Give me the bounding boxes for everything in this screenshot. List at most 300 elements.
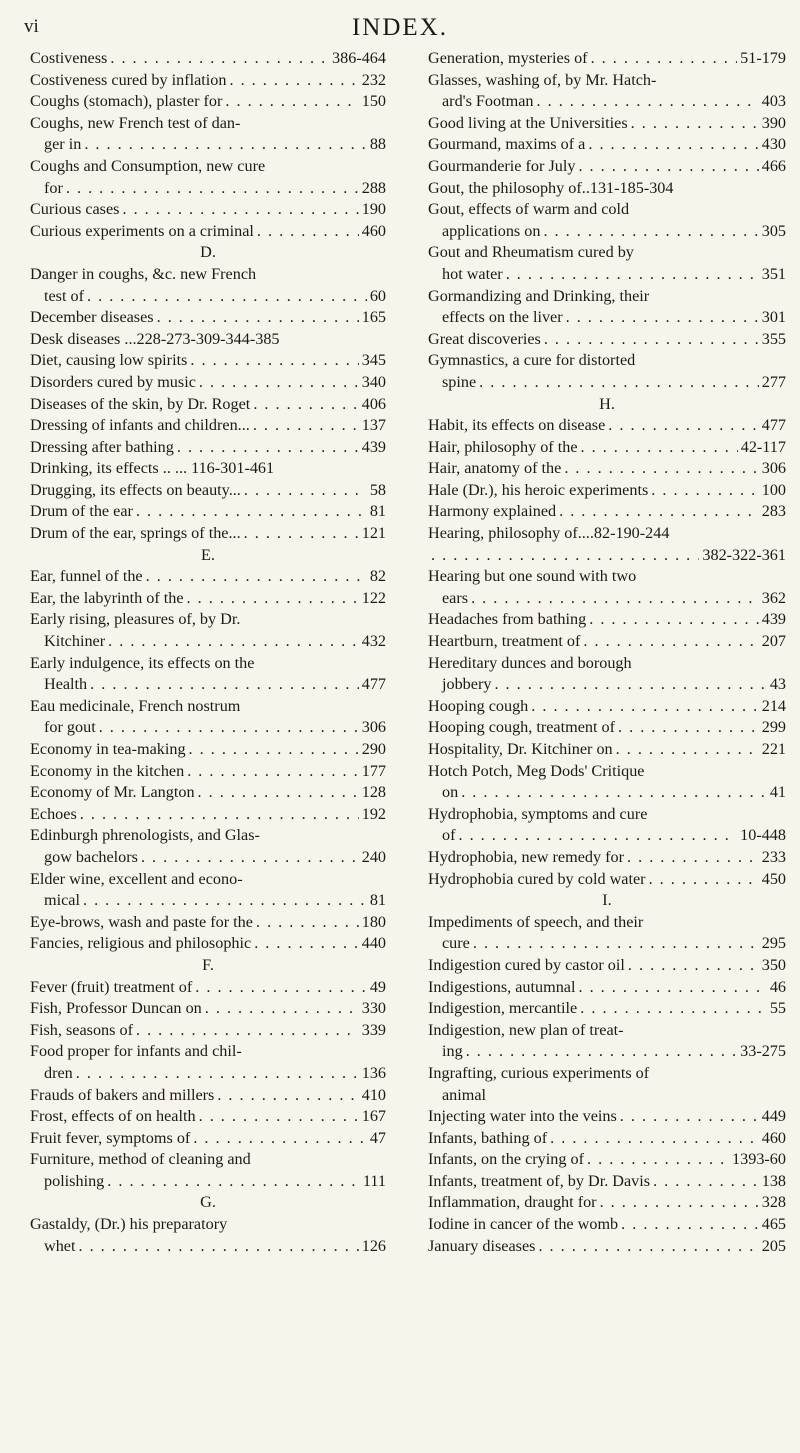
index-entry bbox=[428, 955, 786, 977]
index-entry bbox=[428, 717, 786, 739]
index-entry-text: Economy of Mr. Langton bbox=[30, 783, 195, 802]
index-entry-text: ing bbox=[442, 1042, 463, 1061]
index-entry-pages: 81 bbox=[369, 502, 386, 521]
index-entry-pages: 150 bbox=[361, 92, 386, 111]
index-entry-text: Drugging, its effects on beauty... bbox=[30, 480, 241, 499]
index-entry bbox=[428, 156, 786, 178]
index-entry-pages: 122 bbox=[361, 588, 386, 607]
dot-leader bbox=[141, 847, 359, 869]
dot-leader bbox=[461, 782, 767, 804]
index-entry-pages: 136 bbox=[361, 1063, 386, 1082]
index-entry-text: Indigestion, mercantile bbox=[428, 999, 578, 1018]
dot-leader bbox=[136, 1020, 359, 1042]
dot-leader bbox=[506, 264, 759, 286]
dot-leader bbox=[627, 847, 759, 869]
dot-leader bbox=[431, 545, 699, 567]
dot-leader bbox=[225, 91, 358, 113]
index-entry bbox=[30, 415, 386, 437]
dot-leader bbox=[80, 804, 359, 826]
dot-leader bbox=[651, 480, 758, 502]
index-entry-text: Curious cases bbox=[30, 200, 120, 219]
dot-leader bbox=[479, 372, 759, 394]
dot-leader bbox=[253, 394, 358, 416]
index-entry-text: Hearing, philosophy of....82-190-244 bbox=[428, 524, 670, 543]
index-entry-pages: 355 bbox=[761, 329, 786, 348]
index-entry bbox=[428, 653, 786, 696]
index-entry bbox=[428, 437, 786, 459]
index-entry-text: Indigestion, new plan of treat- bbox=[428, 1020, 624, 1039]
dot-leader bbox=[494, 674, 766, 696]
index-entry-pages: 439 bbox=[761, 610, 786, 629]
index-entry bbox=[30, 350, 386, 372]
index-entry-pages: 233 bbox=[761, 847, 786, 866]
index-entry-text: Early indulgence, its effects on the bbox=[30, 653, 255, 672]
index-entry bbox=[30, 329, 386, 351]
index-entry-pages: 167 bbox=[361, 1107, 386, 1126]
index-entry-text: Eye-brows, wash and paste for the bbox=[30, 912, 253, 931]
dot-leader bbox=[591, 48, 738, 70]
dot-leader bbox=[122, 199, 358, 221]
dot-leader bbox=[620, 1106, 759, 1128]
index-entry-pages: 440 bbox=[361, 934, 386, 953]
dot-leader bbox=[543, 221, 758, 243]
index-entry-pages: 165 bbox=[361, 308, 386, 327]
dot-leader bbox=[177, 437, 359, 459]
index-entry bbox=[428, 545, 786, 567]
index-entry bbox=[30, 1128, 386, 1150]
dot-leader bbox=[84, 134, 367, 156]
index-entry-pages: 88 bbox=[369, 135, 386, 154]
index-entry-text: ard's Footman bbox=[442, 92, 534, 111]
index-entry-text: Hooping cough bbox=[428, 696, 529, 715]
dot-leader bbox=[199, 372, 359, 394]
index-entry-pages: 214 bbox=[761, 696, 786, 715]
index-entry-text: Fancies, religious and philosophic bbox=[30, 934, 252, 953]
dot-leader bbox=[189, 739, 359, 761]
index-entry bbox=[30, 156, 386, 199]
index-entry-pages: 10-448 bbox=[740, 826, 786, 845]
index-entry-text: Hooping cough, treatment of bbox=[428, 718, 616, 737]
index-entry bbox=[30, 48, 386, 70]
dot-leader bbox=[157, 307, 359, 329]
index-entry-text: Hair, philosophy of the bbox=[428, 437, 578, 456]
index-entry bbox=[428, 113, 786, 135]
index-entry-text: hot water bbox=[442, 264, 503, 283]
index-entry-text: Gastaldy, (Dr.) his preparatory bbox=[30, 1215, 228, 1234]
index-entry-pages: 81 bbox=[369, 891, 386, 910]
index-entry-text: Diet, causing low spirits bbox=[30, 351, 188, 370]
index-entry-pages: 111 bbox=[362, 1171, 386, 1190]
index-entry-text: test of bbox=[44, 286, 85, 305]
index-entry-text: Economy in the kitchen bbox=[30, 761, 185, 780]
dot-leader bbox=[531, 696, 758, 718]
index-entry-text: Diseases of the skin, by Dr. Roget bbox=[30, 394, 251, 413]
index-entry bbox=[30, 1085, 386, 1107]
dot-leader bbox=[583, 631, 758, 653]
dot-leader bbox=[581, 437, 738, 459]
index-entry-text: Coughs, new French test of dan- bbox=[30, 113, 241, 132]
index-entry-text: whet bbox=[44, 1236, 76, 1255]
index-entry-text: Harmony explained bbox=[428, 502, 557, 521]
index-entry-pages: 100 bbox=[761, 480, 786, 499]
index-entry-pages: 1393-60 bbox=[732, 1150, 786, 1169]
dot-leader bbox=[618, 717, 759, 739]
index-entry bbox=[30, 458, 386, 480]
index-entry-text: ears bbox=[442, 588, 469, 607]
dot-leader bbox=[608, 415, 758, 437]
dot-leader bbox=[649, 869, 759, 891]
index-entry bbox=[30, 307, 386, 329]
index-entry-text: gow bachelors bbox=[44, 847, 138, 866]
index-entry-pages: 49 bbox=[369, 977, 386, 996]
dot-leader bbox=[564, 458, 758, 480]
index-entry bbox=[30, 437, 386, 459]
index-entry bbox=[428, 350, 786, 393]
index-entry bbox=[428, 739, 786, 761]
index-entry-text: Hospitality, Dr. Kitchiner on bbox=[428, 740, 613, 758]
index-entry bbox=[428, 696, 786, 718]
index-entry-text: Echoes bbox=[30, 804, 77, 823]
index-entry bbox=[30, 825, 386, 868]
index-entry-text: Gout, effects of warm and cold bbox=[428, 200, 630, 219]
index-entry-text: cure bbox=[442, 934, 470, 953]
index-entry-text: on bbox=[442, 783, 459, 802]
index-entry-text: Dressing after bathing bbox=[30, 437, 174, 456]
dot-leader bbox=[578, 977, 766, 999]
dot-leader bbox=[205, 998, 359, 1020]
index-entry bbox=[30, 1149, 386, 1192]
index-entry-text: Gourmand, maxims of a bbox=[428, 135, 586, 154]
dot-leader bbox=[253, 415, 359, 437]
index-entry-text: Desk diseases ...228-273-309-344-385 bbox=[30, 329, 280, 348]
index-entry-text: Infants, on the crying of bbox=[428, 1150, 584, 1169]
index-entry-pages: 301 bbox=[761, 308, 786, 327]
index-entry bbox=[428, 48, 786, 70]
index-entry bbox=[30, 588, 386, 610]
dot-leader bbox=[193, 1128, 367, 1150]
index-entry-pages: 82 bbox=[369, 567, 386, 586]
index-entry bbox=[428, 631, 786, 653]
dot-leader bbox=[244, 480, 367, 502]
index-entry bbox=[428, 1128, 786, 1150]
index-letter-heading: I. bbox=[602, 891, 612, 910]
index-entry bbox=[30, 221, 386, 243]
dot-leader bbox=[471, 588, 759, 610]
index-letter-heading: G. bbox=[200, 1193, 216, 1212]
index-entry-text: Good living at the Universities bbox=[428, 113, 628, 132]
index-entry bbox=[428, 329, 786, 351]
index-entry bbox=[30, 264, 386, 307]
index-entry-pages: 290 bbox=[361, 740, 386, 758]
index-entry-text: Headaches from bathing bbox=[428, 610, 587, 629]
dot-leader bbox=[580, 998, 767, 1020]
index-entry bbox=[30, 933, 386, 955]
index-entry-pages: 386-464 bbox=[332, 49, 386, 67]
index-entry-pages: 460 bbox=[361, 221, 386, 240]
index-entry bbox=[428, 1214, 786, 1236]
page-header bbox=[24, 14, 776, 42]
index-entry-pages: 477 bbox=[361, 675, 386, 694]
index-entry-text: animal bbox=[442, 1085, 487, 1104]
index-entry-text: Ear, funnel of the bbox=[30, 567, 143, 586]
index-entry-text: of bbox=[442, 826, 456, 845]
index-entry-text: mical bbox=[44, 891, 80, 910]
index-entry-text: spine bbox=[442, 372, 477, 391]
index-entry-text: Food proper for infants and chil- bbox=[30, 1042, 242, 1061]
dot-leader bbox=[587, 1149, 729, 1171]
dot-leader bbox=[578, 156, 758, 178]
index-entry-text: dren bbox=[44, 1063, 73, 1082]
index-entry-pages: 41 bbox=[769, 783, 786, 802]
dot-leader bbox=[187, 588, 359, 610]
index-entry bbox=[428, 1236, 786, 1258]
index-entry-pages: 46 bbox=[769, 977, 786, 996]
index-entry-pages: 192 bbox=[361, 804, 386, 823]
dot-leader bbox=[631, 113, 759, 135]
index-entry bbox=[30, 804, 386, 826]
index-entry-pages: 126 bbox=[361, 1236, 386, 1255]
index-entry bbox=[428, 415, 786, 437]
index-entry bbox=[428, 1149, 786, 1171]
dot-leader bbox=[458, 825, 737, 847]
index-entry bbox=[30, 394, 386, 416]
index-entry-text: Ear, the labyrinth of the bbox=[30, 588, 184, 607]
index-entry-text: January diseases bbox=[428, 1236, 536, 1255]
dot-leader bbox=[621, 1214, 759, 1236]
index-entry bbox=[428, 1106, 786, 1128]
index-entry bbox=[428, 1192, 786, 1214]
index-entry-pages: 55 bbox=[769, 999, 786, 1018]
dot-leader bbox=[76, 1063, 359, 1085]
index-entry bbox=[428, 998, 786, 1020]
index-entry bbox=[30, 199, 386, 221]
index-entry-pages: 306 bbox=[361, 718, 386, 737]
index-entry-text: Glasses, washing of, by Mr. Hatch- bbox=[428, 70, 657, 89]
dot-leader bbox=[108, 631, 359, 653]
dot-leader bbox=[550, 1128, 759, 1150]
index-entry-text: Edinburgh phrenologists, and Glas- bbox=[30, 826, 260, 845]
index-entry-text: ger in bbox=[44, 135, 82, 154]
index-entry-text: Infants, bathing of bbox=[428, 1128, 548, 1147]
index-entry-pages: 306 bbox=[761, 459, 786, 478]
index-entry-text: jobbery bbox=[442, 675, 492, 694]
index-entry bbox=[428, 804, 786, 847]
index-entry-pages: 51-179 bbox=[740, 49, 786, 67]
index-entry-text: Fish, Professor Duncan on bbox=[30, 999, 202, 1018]
index-entry-text: Dressing of infants and children... bbox=[30, 416, 250, 435]
index-entry bbox=[428, 609, 786, 631]
index-entry-text: Heartburn, treatment of bbox=[428, 632, 581, 651]
index-entry-pages: 33-275 bbox=[740, 1042, 786, 1061]
index-entry bbox=[428, 70, 786, 113]
dot-leader bbox=[473, 933, 759, 955]
index-entry-text: polishing bbox=[44, 1171, 105, 1190]
index-entry bbox=[30, 372, 386, 394]
index-entry-pages: 430 bbox=[761, 135, 786, 154]
index-entry bbox=[428, 458, 786, 480]
index-entry-pages: 138 bbox=[761, 1171, 786, 1190]
dot-leader bbox=[66, 178, 359, 200]
index-entry-pages: 58 bbox=[369, 480, 386, 499]
dot-leader bbox=[198, 782, 359, 804]
index-entry-pages: 362 bbox=[761, 588, 786, 607]
index-entry-text: Hale (Dr.), his heroic experiments bbox=[428, 480, 649, 499]
dot-leader bbox=[136, 501, 367, 523]
index-entry bbox=[30, 91, 386, 113]
dot-leader bbox=[90, 674, 359, 696]
index-entry-text: Hereditary dunces and borough bbox=[428, 653, 632, 672]
index-entry bbox=[428, 1063, 786, 1106]
index-entry-pages: 351 bbox=[761, 264, 786, 283]
dot-leader bbox=[616, 739, 759, 761]
index-entry-text: Early rising, pleasures of, by Dr. bbox=[30, 610, 241, 629]
index-entry-pages: 43 bbox=[769, 675, 786, 694]
index-entry-text: Infants, treatment of, by Dr. Davis bbox=[428, 1171, 651, 1190]
index-entry bbox=[428, 480, 786, 502]
index-letter-heading: F. bbox=[202, 955, 214, 974]
index-entry-pages: 339 bbox=[361, 1020, 386, 1039]
index-column-left bbox=[30, 48, 386, 1257]
index-entry-pages: 121 bbox=[361, 524, 386, 543]
index-entry bbox=[428, 869, 786, 891]
index-entry-text: Fish, seasons of bbox=[30, 1020, 133, 1039]
index-entry bbox=[428, 178, 786, 200]
dot-leader bbox=[600, 1192, 759, 1214]
index-entry-text: Elder wine, excellent and econo- bbox=[30, 869, 243, 888]
index-entry-text: Iodine in cancer of the womb bbox=[428, 1215, 619, 1234]
index-entry-pages: 330 bbox=[361, 999, 386, 1018]
index-entry bbox=[428, 761, 786, 804]
dot-leader bbox=[229, 70, 358, 92]
index-entry-pages: 345 bbox=[361, 351, 386, 370]
index-entry bbox=[30, 739, 386, 761]
dot-leader bbox=[99, 717, 359, 739]
index-entry bbox=[30, 523, 386, 545]
index-entry-pages: 390 bbox=[761, 113, 786, 132]
index-entry-text: December diseases bbox=[30, 308, 154, 327]
dot-leader bbox=[195, 977, 367, 999]
index-letter-heading: E. bbox=[201, 545, 215, 564]
index-entry-text: Danger in coughs, &c. new French bbox=[30, 264, 257, 283]
index-entry-text: Indigestions, autumnal bbox=[428, 977, 576, 996]
index-entry-text: for bbox=[44, 178, 63, 197]
index-entry-text: Kitchiner bbox=[44, 632, 106, 651]
index-entry-pages: 465 bbox=[761, 1215, 786, 1234]
index-entry-text: effects on the liver bbox=[442, 308, 563, 327]
index-entry-text: Fruit fever, symptoms of bbox=[30, 1128, 191, 1147]
index-entry bbox=[428, 1171, 786, 1193]
index-entry-pages: 295 bbox=[761, 934, 786, 953]
dot-leader bbox=[110, 48, 329, 70]
index-entry-text: Coughs (stomach), plaster for bbox=[30, 92, 223, 111]
index-entry-pages: 449 bbox=[761, 1107, 786, 1126]
dot-leader bbox=[146, 566, 367, 588]
index-entry-text: applications on bbox=[442, 221, 541, 240]
index-entry-text: Coughs and Consumption, new cure bbox=[30, 156, 266, 175]
index-entry bbox=[428, 1020, 786, 1063]
index-entry-text: Drum of the ear, springs of the... bbox=[30, 524, 241, 543]
index-entry-pages: 288 bbox=[361, 178, 386, 197]
dot-leader bbox=[107, 1171, 360, 1193]
index-entry-pages: 283 bbox=[761, 502, 786, 521]
index-entry-pages: 382-322-361 bbox=[702, 545, 786, 564]
index-entry-text: Gout, the philosophy of..131-185-304 bbox=[428, 178, 674, 197]
dot-leader bbox=[83, 890, 367, 912]
index-entry-pages: 232 bbox=[361, 70, 386, 89]
index-entry-pages: 47 bbox=[369, 1128, 386, 1147]
index-entry bbox=[30, 1041, 386, 1084]
index-entry-text: Indigestion cured by castor oil bbox=[428, 955, 625, 974]
index-entry-pages: 180 bbox=[361, 912, 386, 931]
index-letter-heading: H. bbox=[599, 394, 615, 413]
index-entry bbox=[30, 609, 386, 652]
index-entry-pages: 406 bbox=[361, 394, 386, 413]
dot-leader bbox=[244, 523, 359, 545]
index-entry-pages: 350 bbox=[761, 955, 786, 974]
index-entry-pages: 240 bbox=[361, 847, 386, 866]
index-entry-text: Impediments of speech, and their bbox=[428, 912, 644, 931]
dot-leader bbox=[588, 134, 758, 156]
index-entry-pages: 328 bbox=[761, 1193, 786, 1212]
index-entry bbox=[428, 977, 786, 999]
index-entry-text: Economy in tea-making bbox=[30, 740, 186, 758]
dot-leader bbox=[589, 609, 759, 631]
index-entry-text: Ingrafting, curious experiments of bbox=[428, 1063, 650, 1082]
index-entry-pages: 403 bbox=[761, 92, 786, 111]
index-entry bbox=[428, 566, 786, 609]
dot-leader bbox=[566, 307, 759, 329]
index-entry-text: Frauds of bakers and millers bbox=[30, 1085, 215, 1104]
dot-leader bbox=[254, 933, 359, 955]
index-entry-text: Hydrophobia, new remedy for bbox=[428, 847, 624, 866]
index-entry bbox=[30, 1106, 386, 1128]
dot-leader bbox=[653, 1171, 759, 1193]
index-entry bbox=[428, 134, 786, 156]
page-number: vi bbox=[24, 16, 39, 37]
index-entry-pages: 305 bbox=[761, 221, 786, 240]
index-entry bbox=[428, 912, 786, 955]
dot-leader bbox=[87, 286, 367, 308]
index-entry bbox=[428, 847, 786, 869]
index-entry-text: Curious experiments on a criminal bbox=[30, 221, 254, 240]
index-entry-text: Furniture, method of cleaning and bbox=[30, 1150, 251, 1169]
dot-leader bbox=[544, 329, 759, 351]
index-entry-pages: 177 bbox=[361, 761, 386, 780]
index-entry-text: Hearing but one sound with two bbox=[428, 567, 637, 586]
index-entry bbox=[30, 113, 386, 156]
index-entry-text: Costiveness cured by inflation bbox=[30, 70, 227, 89]
index-entry bbox=[30, 782, 386, 804]
index-entry-pages: 221 bbox=[761, 740, 786, 758]
index-entry-pages: 439 bbox=[361, 437, 386, 456]
index-entry bbox=[30, 566, 386, 588]
index-entry bbox=[428, 286, 786, 329]
index-entry bbox=[428, 501, 786, 523]
index-entry-pages: 299 bbox=[761, 718, 786, 737]
dot-leader bbox=[199, 1106, 359, 1128]
index-entry-text: Fever (fruit) treatment of bbox=[30, 977, 193, 996]
index-entry-text: Great discoveries bbox=[428, 329, 541, 348]
index-entry bbox=[30, 761, 386, 783]
index-entry-text: for gout bbox=[44, 718, 96, 737]
dot-leader bbox=[256, 912, 359, 934]
index-entry-text: Costiveness bbox=[30, 49, 108, 67]
index-entry bbox=[428, 199, 786, 242]
index-entry-text: Generation, mysteries of bbox=[428, 49, 588, 67]
index-entry bbox=[30, 869, 386, 912]
dot-leader bbox=[559, 501, 759, 523]
index-entry-pages: 477 bbox=[761, 416, 786, 435]
